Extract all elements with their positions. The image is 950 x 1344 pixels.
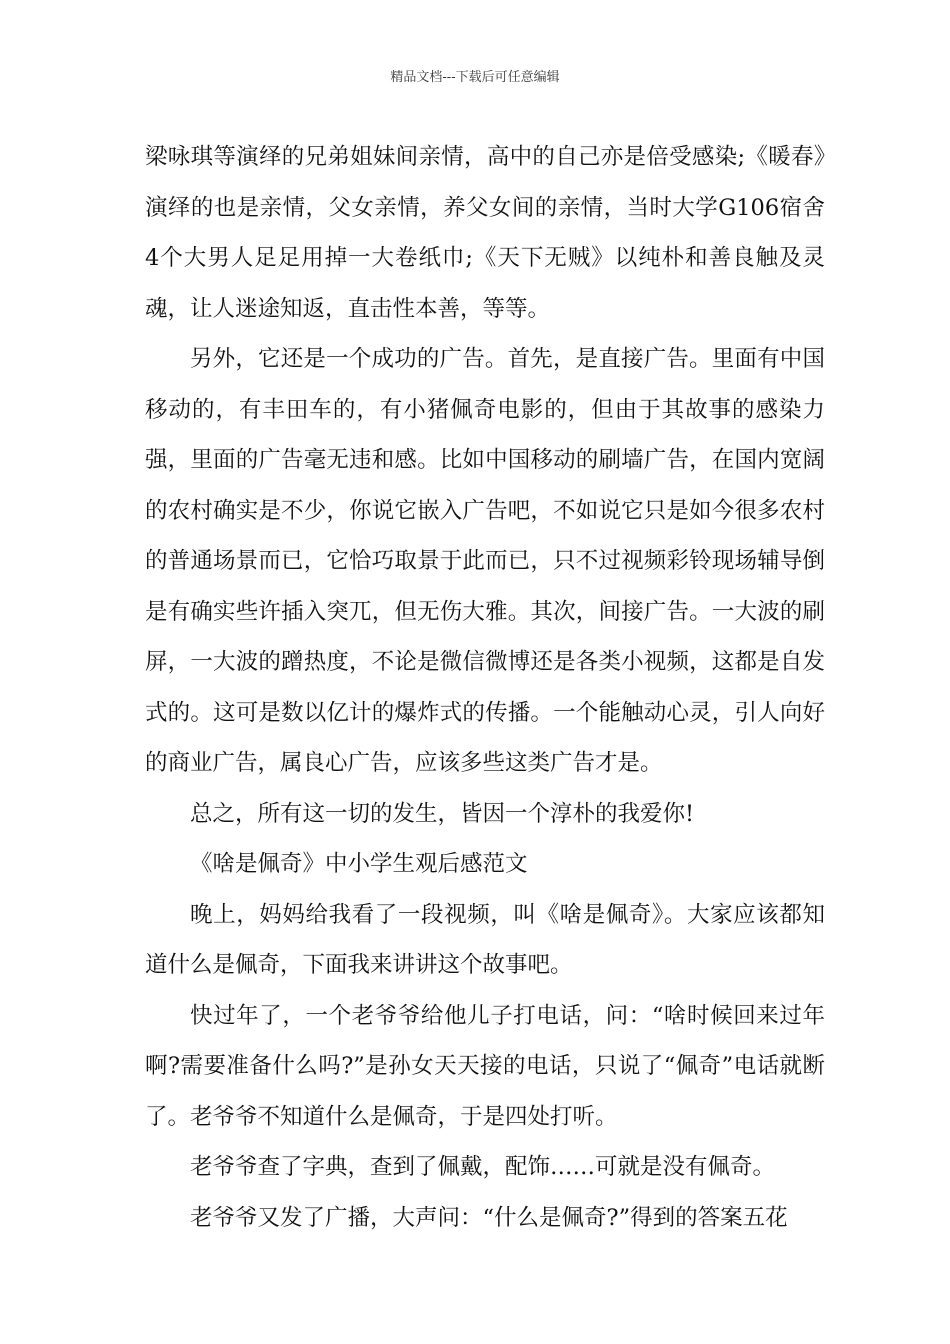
paragraph: 老爷爷查了字典，查到了佩戴，配饰……可就是没有佩奇。	[190, 1154, 776, 1180]
paragraph: 总之，所有这一切的发生，皆因一个淳朴的我爱你!	[190, 800, 695, 827]
section-title: 《啥是佩奇》中小学生观后感范文	[190, 851, 528, 877]
paragraph: 晚上，妈妈给我看了一段视频，叫《啥是佩奇》。大家应该都知道什么是佩奇，下面我来讲讲这个故事吧。	[145, 901, 825, 978]
paragraph: 老爷爷又发了广播，大声问：“什么是佩奇?”得到的答案五花	[190, 1204, 788, 1231]
document-body	[145, 132, 825, 1243]
paragraph: 快过年了，一个老爷爷给他儿子打电话，问：“啥时候回来过年啊?需要准备什么吗?”是孙女天天接的电话，只说了“佩奇”电话就断了。老爷爷不知道什么是佩奇，于是四处打听。	[145, 1002, 825, 1130]
page-header: 精品文档---下载后可任意编辑	[390, 70, 560, 85]
paragraph: 另外，它还是一个成功的广告。首先，是直接广告。里面有中国移动的，有丰田车的，有小猪佩奇电影的，但由于其故事的感染力强，里面的广告毫无违和感。比如中国移动的刷墙广告，在国内宽阔的农村确实是不少，你说它嵌入广告吧，不如说它只是如今很多农村的普通场景而已，它恰巧取景于此而已，只不过视频彩铃现场辅导倒是有确实些许插入突兀，但无伤大雅。其次，间接广告。一大波的刷屏，一大波的蹭热度，不论是微信微博还是各类小视频，这都是自发式的。这可是数以亿计的爆炸式的传播。一个能触动心灵，引人向好的商业广告，属良心广告，应该多些这类广告才是。	[145, 346, 825, 776]
paragraph: 梁咏琪等演绎的兄弟姐妹间亲情，高中的自己亦是倍受感染;《暖春》演绎的也是亲情，父女亲情，养父女间的亲情，当时大学G106宿舍4个大男人足足用掉一大卷纸巾;《天下无贼》以纯朴和善良触及灵魂，让人迷途知返，直击性本善，等等。	[145, 144, 825, 322]
